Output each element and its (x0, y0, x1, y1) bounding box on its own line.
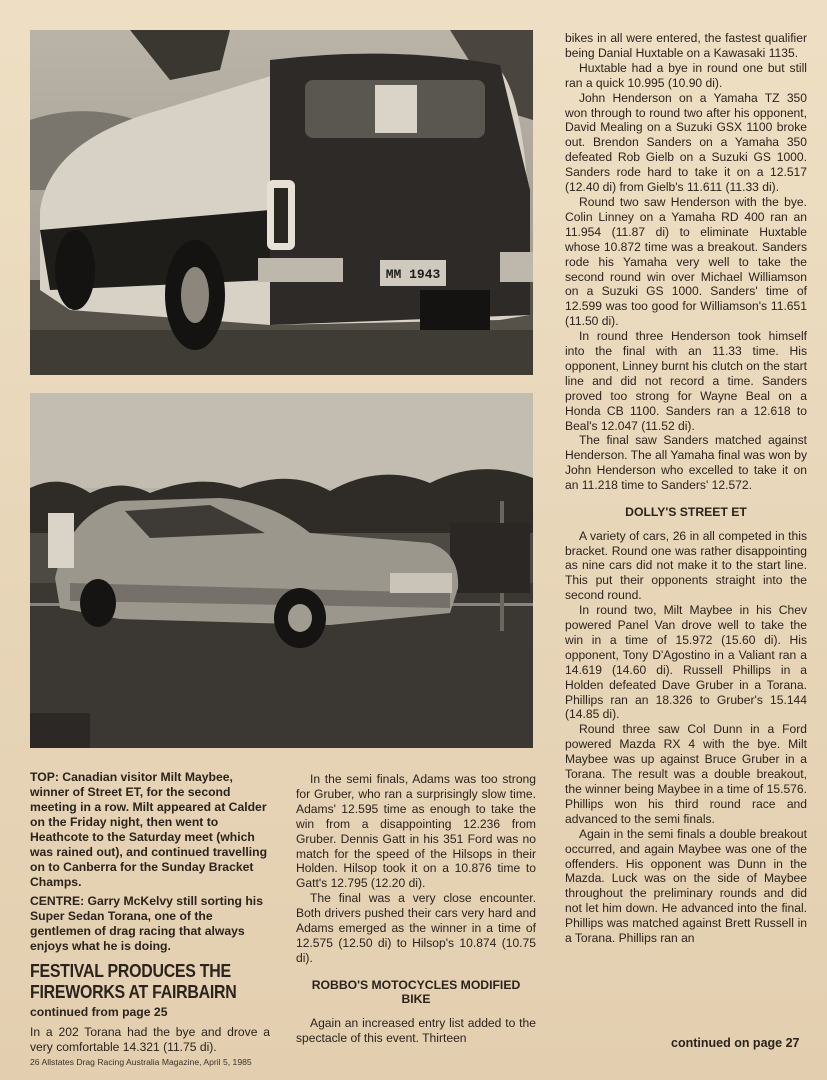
right-paragraph: The final saw Sanders matched against Henderson. The all Yamaha final was won by John Henderson who excelled to take it on an 11.218 time to Sanders' 12.572. (565, 433, 807, 493)
right-paragraph: John Henderson on a Yamaha TZ 350 won through to round two after his opponent, David Mealing on a Suzuki GSX 1100 broke out. Brendon Sanders on a Yamaha 350 defeated Rob Gielb on a Suzuki GS 1000. Sanders rode hard to take it on a 12.517 (12.40 di) from Gielb's 11.611 (11.33 di). (565, 90, 807, 195)
caption-top: TOP: Canadian visitor Milt Maybee, winner of Street ET, for the second meeting in a row. Milt appeared at Calder on the Friday night, then went to Heathcote to the Saturday meet (which was rained out), and continued travelling on to Canberra for the Sunday Bracket Champs. (30, 770, 268, 889)
continued-on: continued on page 27 (671, 1036, 800, 1050)
right-column (565, 31, 807, 946)
subhead-motorcycles: ROBBO'S MOTOCYCLES MODIFIED BIKE (311, 977, 521, 1007)
headline-line-1: FESTIVAL PRODUCES THE (30, 960, 231, 981)
middle-paragraph: In the semi finals, Adams was too strong for Gruber, who ran a surprisingly slow time. Adams' 12.595 time as enough to take the win from a disappointing 12.236 from Gruber. Dennis Gatt in his 351 Ford was no match for the speed of the Hilsops in their Holden. Hilsop took it on a 10.876 time to Gatt's 12.795 (12.20 di). (296, 772, 536, 891)
middle-column (296, 772, 536, 1046)
caption-column (30, 770, 270, 1059)
subhead-street-et: DOLLY'S STREET ET (625, 505, 747, 520)
panel-van-illustration (30, 30, 533, 375)
page-footer: 26 Allstates Drag Racing Australia Magazine, April 5, 1985 (30, 1057, 252, 1067)
left-paragraph: In a 202 Torana had the bye and drove a very comfortable 14.321 (11.75 di). (30, 1024, 270, 1054)
middle-paragraph: The final was a very close encounter. Both drivers pushed their cars very hard and Adams emerged as the winner in a time of 12.575 (12.50 di) to Hilsop's 10.874 (10.75 di). (296, 891, 536, 965)
right-paragraph: In round two, Milt Maybee in his Chev powered Panel Van drove well to take the win in a time of 15.972 (15.60 di). His opponent, Tony D'Agostino in a Valiant ran a 14.619 (14.60 di). Russell Phillips in a Holden defeated Dave Gruber in a Torana. Phillips ran an 18.326 to Gruber's 15.144 (14.85 di). (565, 603, 807, 722)
right-paragraph: bikes in all were entered, the fastest qualifier being Danial Huxtable on a Kawasaki 1135. (565, 31, 807, 60)
right-paragraph: A variety of cars, 26 in all competed in this bracket. Round one was rather disappointing as nine cars did not make it to the start line. This put their opponents straight into the second round. (565, 528, 807, 603)
right-paragraph: In round three Henderson took himself into the final with an 11.33 time. His opponent, Linney burnt his clutch on the start line and did not record a time. Sanders proved too strong for Wayne Beal on a Honda CB 1100. Sanders ran a 12.618 to Beal's 12.047 (11.52 di). (565, 329, 807, 433)
right-paragraph: Again in the semi finals a double breakout occurred, and again Maybee was one of the offenders. His opponent was Dunn in the Mazda. Luck was on the side of Maybee throughout the preliminary rounds and did not let him down. He advanced into the final. Phillips was matched against Brett Russell in a Torana. Phillips ran an (565, 826, 807, 946)
photo-panel-van (30, 30, 533, 375)
continued-from: continued from page 25 (30, 1005, 168, 1019)
right-paragraph: Huxtable had a bye in round one but still ran a quick 10.995 (10.90 di). (565, 60, 807, 90)
caption-centre: CENTRE: Garry McKelvy still sorting his Super Sedan Torana, one of the gentlemen of drag racing that always enjoys what he is doing. (30, 894, 263, 953)
photo-torana (30, 393, 533, 748)
number-plate: MM 1943 (385, 267, 441, 282)
middle-paragraph: Again an increased entry list added to the spectacle of this event. Thirteen (296, 1015, 536, 1045)
headline-line-2: FIREWORKS AT FAIRBAIRN (30, 981, 237, 1002)
torana-illustration (30, 393, 533, 748)
right-paragraph: Round two saw Henderson with the bye. Colin Linney on a Yamaha RD 400 ran an 11.954 (11.87 di) to eliminate Huxtable whose 10.872 time was a breakout. Sanders rode his Yamaha very well to take the second round win over Michael Williamson on a Suzuki GS 1000. Sanders' time of 12.599 was too good for Williamson's 11.651 (11.50 di). (565, 194, 807, 329)
right-paragraph: Round three saw Col Dunn in a Ford powered Mazda RX 4 with the bye. Milt Maybee was up against Bruce Gruber in a Torana. The result was a double breakout, the winner being Maybee in a time of 15.576. Phillips won his third round race and advanced to the semi finals. (565, 722, 807, 826)
